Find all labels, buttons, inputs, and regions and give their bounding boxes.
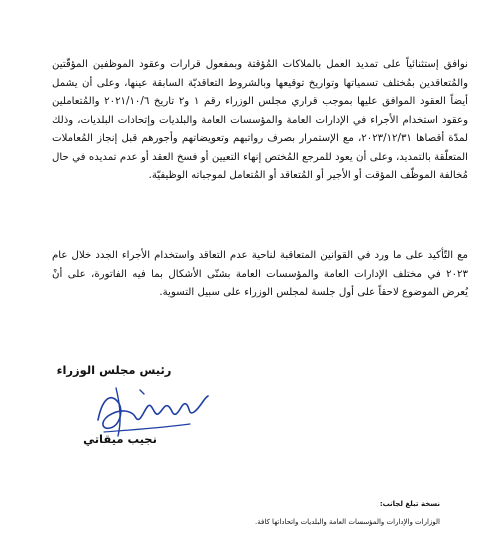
distribution-label: نسخة تبلغ لجانب: bbox=[379, 500, 440, 508]
body-paragraph-2: مع التّأكيد على ما ورد في القوانين المتعاقبة لناحية عدم التعاقد واستخدام الأجراء الجدد خلال عام ٢٠٢٣ في مختلف الإدارات العامة والمؤسسات العامة بشتّى الأشكال بما فيه الفاتورة، على أنْ يُعرض الموضوع لاحقاً على أول جلسة لمجلس الوزراء على سبيل التسوية. bbox=[52, 250, 468, 298]
signer-name: نجيب ميقاتي bbox=[83, 432, 157, 446]
body-paragraph-1: نوافق إستثنائياً على تمديد العمل بالملاكات المُؤقتة وبمفعول قرارات وعقود الموظفين المؤقّتين والمُتعاقدين بمُختلف تسمياتها وتواريخ توقيعها وبالشروط التعاقديّة السابقة عينها، وعلى أن يشمل أيضاً العقود الموافق عليها بموجب قراري مجلس الوزراء رقم ١ و٢ تاريخ ٢٠٢١/١٠/٦ والمُتعاملين وعقود استخدام الأجراء في الإدارات العامة والمؤسسات العامة والبلديات وإتحادات البلديات، وذلك لمدّة أقصاها ٢٠٢٣/١٢/٣١، مع الإستمرار بصرف رواتبهم وتعويضاتهم وأجورهم قبل إنجاز المُعاملات المتعلّقة بالتمديد، وعلى أن يعود للمرجع المُختص إنهاء التعيين أو فسخ العقد أو عدم تمديده في حال مُخالفة الموظّف المؤقت أو الأجير أو المُتعاقد أو المُتعامل لموجباته الوظيفيّة. bbox=[52, 59, 469, 181]
signer-title: رئيس مجلس الوزراء bbox=[56, 363, 172, 377]
distribution-recipients: الوزارات والإدارات والمؤسسات العامة والبلديات واتحاداتها كافة. bbox=[255, 518, 440, 526]
handwritten-signature bbox=[80, 380, 230, 440]
